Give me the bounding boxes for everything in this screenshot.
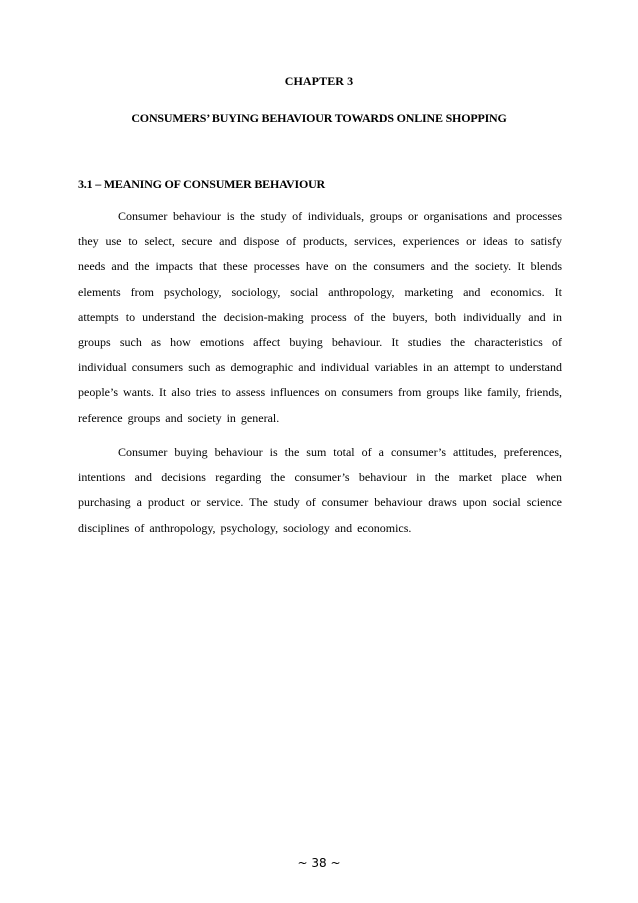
chapter-label: CHAPTER 3 <box>284 74 354 88</box>
section-heading: 3.1 – MEANING OF CONSUMER BEHAVIOUR <box>78 177 326 191</box>
chapter-title: CONSUMERS’ BUYING BEHAVIOUR TOWARDS ONLINE SHOPPING <box>131 111 507 125</box>
body-paragraph: Consumer buying behaviour is the sum total of a consumer’s attitudes, preferences, intentions and decisions regarding the consumer’s behaviour in the market place when purchasing a product or service. The study of consumer behaviour draws upon social science disciplines of anthropology, psychology, sociology and economics. <box>78 445 562 535</box>
body-paragraph: Consumer behaviour is the study of individuals, groups or organisations and processes they use to select, secure and dispose of products, services, experiences or ideas to satisfy needs and the impacts that these processes have on the consumers and the society. It blends elements from psychology, sociology, social anthropology, marketing and economics. It attempts to understand the decision-making process of the buyers, both individually and in groups such as how emotions affect buying behaviour. It studies the characteristics of individual consumers such as demographic and individual variables in an attempt to understand people’s wants. It also tries to assess influences on consumers from groups like family, friends, reference groups and society in general. <box>78 209 562 425</box>
page-number: ~ 38 ~ <box>297 856 341 870</box>
